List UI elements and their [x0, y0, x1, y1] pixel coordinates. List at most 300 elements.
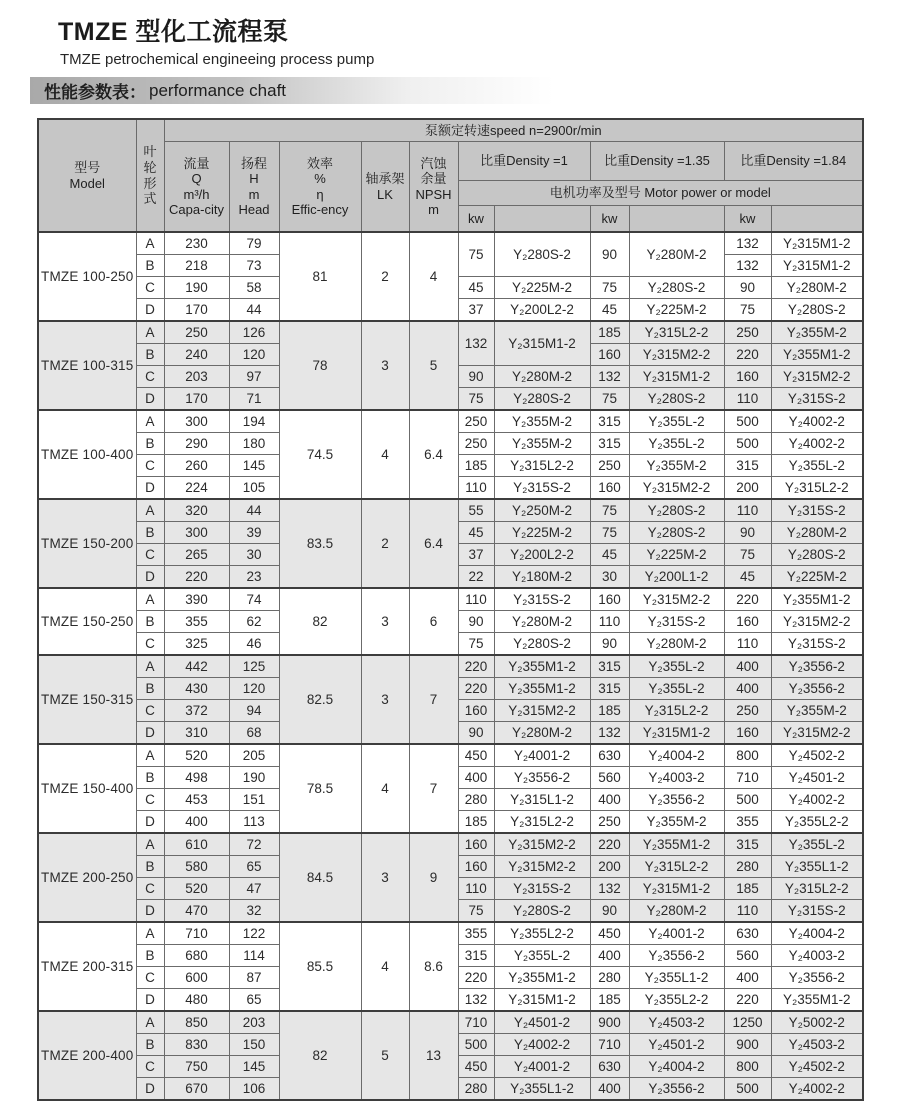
motor-model-value: Y₂315L2-2 [771, 477, 863, 500]
motor-kw-value: 37 [458, 299, 494, 322]
npsh-value: 13 [409, 1011, 458, 1100]
header-head: 扬程 H m Head [229, 142, 279, 233]
motor-model-value: Y₂280S-2 [494, 900, 590, 923]
motor-model-value: Y₂4004-2 [629, 744, 724, 767]
performance-table-body [38, 232, 863, 1100]
motor-model-value: Y₂355L-2 [629, 433, 724, 455]
impeller-type-value: A [136, 588, 164, 611]
motor-kw-value: 250 [724, 321, 771, 344]
bearing-frame-value: 5 [361, 1011, 409, 1100]
motor-model-value: Y₂315M1-2 [629, 878, 724, 900]
impeller-type-value: B [136, 856, 164, 878]
motor-model-value: Y₂355L2-2 [494, 922, 590, 945]
impeller-type-value: B [136, 344, 164, 366]
impeller-type-value: C [136, 633, 164, 656]
motor-kw-value: 90 [590, 633, 629, 656]
capacity-value: 670 [164, 1078, 229, 1101]
capacity-value: 390 [164, 588, 229, 611]
section-heading [30, 77, 554, 104]
motor-kw-value: 710 [590, 1034, 629, 1056]
motor-model-value: Y₂225M-2 [629, 299, 724, 322]
npsh-value: 9 [409, 833, 458, 922]
motor-model-value: Y₂280S-2 [494, 232, 590, 277]
head-value: 150 [229, 1034, 279, 1056]
performance-table [37, 118, 864, 1101]
motor-kw-value: 800 [724, 744, 771, 767]
head-value: 113 [229, 811, 279, 834]
motor-model-value: Y₂315M2-2 [771, 366, 863, 388]
pump-model-name: TMZE 150-250 [38, 588, 136, 655]
efficiency-value: 74.5 [279, 410, 361, 499]
page-subtitle: TMZE petrochemical engineeing process pump [60, 51, 375, 68]
motor-model-value: Y₂315L2-2 [771, 878, 863, 900]
motor-kw-value: 450 [458, 744, 494, 767]
motor-kw-value: 160 [590, 344, 629, 366]
capacity-value: 220 [164, 566, 229, 589]
motor-model-value: Y₂355L-2 [494, 945, 590, 967]
motor-kw-value: 500 [724, 1078, 771, 1101]
motor-model-value: Y₂3556-2 [629, 945, 724, 967]
motor-model-value: Y₂315M2-2 [629, 588, 724, 611]
impeller-type-value: B [136, 255, 164, 277]
motor-model-value: Y₂4503-2 [629, 1011, 724, 1034]
impeller-type-value: A [136, 1011, 164, 1034]
motor-kw-value: 90 [458, 366, 494, 388]
motor-model-value: Y₂280S-2 [629, 277, 724, 299]
motor-model-value: Y₂315S-2 [629, 611, 724, 633]
capacity-value: 355 [164, 611, 229, 633]
motor-kw-value: 250 [590, 811, 629, 834]
motor-kw-value: 280 [590, 967, 629, 989]
motor-kw-value: 75 [724, 544, 771, 566]
impeller-type-value: A [136, 321, 164, 344]
motor-kw-value: 110 [458, 878, 494, 900]
bearing-frame-value: 2 [361, 499, 409, 588]
motor-kw-value: 75 [724, 299, 771, 322]
head-value: 68 [229, 722, 279, 745]
motor-model-value: Y₂280M-2 [494, 611, 590, 633]
npsh-value: 6.4 [409, 410, 458, 499]
motor-model-value: Y₂355M1-2 [494, 655, 590, 678]
impeller-type-value: B [136, 433, 164, 455]
motor-model-value: Y₂355M1-2 [629, 833, 724, 856]
motor-kw-value: 110 [458, 588, 494, 611]
impeller-type-value: C [136, 700, 164, 722]
motor-model-value: Y₂200L1-2 [629, 566, 724, 589]
pump-model-name: TMZE 150-315 [38, 655, 136, 744]
capacity-value: 520 [164, 744, 229, 767]
motor-kw-value: 250 [458, 433, 494, 455]
motor-kw-value: 160 [724, 722, 771, 745]
motor-model-value: Y₂280S-2 [771, 544, 863, 566]
head-value: 44 [229, 499, 279, 522]
capacity-value: 470 [164, 900, 229, 923]
motor-model-value: Y₂355M1-2 [494, 967, 590, 989]
bearing-frame-value: 2 [361, 232, 409, 321]
motor-model-value: Y₂355M-2 [629, 455, 724, 477]
motor-model-value: Y₂280M-2 [629, 900, 724, 923]
head-value: 30 [229, 544, 279, 566]
motor-kw-value: 45 [458, 522, 494, 544]
motor-model-value: Y₂4503-2 [771, 1034, 863, 1056]
bearing-frame-value: 4 [361, 744, 409, 833]
motor-model-value: Y₂355L2-2 [629, 989, 724, 1012]
capacity-value: 850 [164, 1011, 229, 1034]
bearing-frame-value: 3 [361, 588, 409, 655]
motor-kw-value: 400 [724, 678, 771, 700]
capacity-value: 600 [164, 967, 229, 989]
motor-model-value: Y₂3556-2 [771, 655, 863, 678]
motor-model-value: Y₂355M1-2 [771, 989, 863, 1012]
motor-model-value: Y₂355M-2 [494, 410, 590, 433]
head-value: 79 [229, 232, 279, 255]
motor-kw-value: 450 [590, 922, 629, 945]
pump-model-name: TMZE 200-400 [38, 1011, 136, 1100]
head-value: 120 [229, 678, 279, 700]
motor-model-value: Y₂315L2-2 [629, 321, 724, 344]
head-value: 97 [229, 366, 279, 388]
motor-kw-value: 400 [590, 1078, 629, 1101]
header-motor-model-2 [629, 206, 724, 233]
motor-model-value: Y₂355L-2 [629, 655, 724, 678]
motor-model-value: Y₂315M2-2 [494, 700, 590, 722]
motor-kw-value: 220 [590, 833, 629, 856]
capacity-value: 480 [164, 989, 229, 1012]
capacity-value: 498 [164, 767, 229, 789]
impeller-type-value: C [136, 1056, 164, 1078]
header-density-135: 比重Density =1.35 [590, 142, 724, 181]
head-value: 114 [229, 945, 279, 967]
motor-kw-value: 132 [590, 366, 629, 388]
motor-kw-value: 315 [590, 410, 629, 433]
motor-model-value: Y₂280S-2 [771, 299, 863, 322]
motor-kw-value: 45 [590, 299, 629, 322]
motor-kw-value: 75 [458, 388, 494, 411]
motor-model-value: Y₂4502-2 [771, 1056, 863, 1078]
motor-kw-value: 900 [590, 1011, 629, 1034]
head-value: 74 [229, 588, 279, 611]
motor-model-value: Y₂4002-2 [494, 1034, 590, 1056]
motor-kw-value: 630 [590, 744, 629, 767]
motor-kw-value: 22 [458, 566, 494, 589]
motor-kw-value: 132 [724, 232, 771, 255]
motor-kw-value: 800 [724, 1056, 771, 1078]
pump-model-name: TMZE 200-315 [38, 922, 136, 1011]
capacity-value: 218 [164, 255, 229, 277]
motor-model-value: Y₂225M-2 [771, 566, 863, 589]
section-heading-cn: 性能参数表： [44, 83, 146, 102]
header-capacity: 流量 Q m³/h Capa-city [164, 142, 229, 233]
motor-kw-value: 220 [724, 588, 771, 611]
efficiency-value: 83.5 [279, 499, 361, 588]
motor-model-value: Y₂180M-2 [494, 566, 590, 589]
motor-model-value: Y₂315M2-2 [494, 833, 590, 856]
head-value: 190 [229, 767, 279, 789]
motor-model-value: Y₂355L1-2 [629, 967, 724, 989]
motor-model-value: Y₂315M2-2 [494, 856, 590, 878]
head-value: 205 [229, 744, 279, 767]
head-value: 62 [229, 611, 279, 633]
motor-kw-value: 200 [590, 856, 629, 878]
motor-kw-value: 185 [590, 989, 629, 1012]
header-density-1: 比重Density =1 [458, 142, 590, 181]
head-value: 126 [229, 321, 279, 344]
capacity-value: 372 [164, 700, 229, 722]
motor-kw-value: 400 [590, 945, 629, 967]
head-value: 105 [229, 477, 279, 500]
impeller-type-value: D [136, 566, 164, 589]
motor-kw-value: 160 [458, 856, 494, 878]
efficiency-value: 84.5 [279, 833, 361, 922]
motor-model-value: Y₂355L-2 [771, 455, 863, 477]
impeller-type-value: B [136, 945, 164, 967]
impeller-type-value: B [136, 611, 164, 633]
capacity-value: 170 [164, 299, 229, 322]
motor-kw-value: 710 [458, 1011, 494, 1034]
motor-kw-value: 110 [724, 499, 771, 522]
pump-model-name: TMZE 150-400 [38, 744, 136, 833]
motor-model-value: Y₂315M1-2 [771, 232, 863, 255]
head-value: 106 [229, 1078, 279, 1101]
motor-kw-value: 315 [724, 833, 771, 856]
npsh-value: 7 [409, 744, 458, 833]
impeller-type-value: D [136, 811, 164, 834]
motor-kw-value: 220 [458, 678, 494, 700]
npsh-value: 6 [409, 588, 458, 655]
impeller-type-value: D [136, 722, 164, 745]
motor-kw-value: 160 [458, 833, 494, 856]
motor-kw-value: 75 [590, 388, 629, 411]
motor-kw-value: 315 [724, 455, 771, 477]
motor-kw-value: 450 [458, 1056, 494, 1078]
capacity-value: 400 [164, 811, 229, 834]
head-value: 94 [229, 700, 279, 722]
motor-model-value: Y₂4001-2 [494, 744, 590, 767]
motor-kw-value: 75 [458, 633, 494, 656]
motor-kw-value: 90 [590, 232, 629, 277]
pump-model-name: TMZE 100-315 [38, 321, 136, 410]
head-value: 58 [229, 277, 279, 299]
motor-kw-value: 160 [724, 366, 771, 388]
motor-kw-value: 90 [724, 277, 771, 299]
head-value: 194 [229, 410, 279, 433]
capacity-value: 325 [164, 633, 229, 656]
motor-model-value: Y₂315L1-2 [494, 789, 590, 811]
motor-kw-value: 250 [590, 455, 629, 477]
efficiency-value: 85.5 [279, 922, 361, 1011]
motor-model-value: Y₂3556-2 [494, 767, 590, 789]
impeller-type-value: D [136, 989, 164, 1012]
capacity-value: 265 [164, 544, 229, 566]
impeller-type-value: D [136, 299, 164, 322]
motor-kw-value: 560 [724, 945, 771, 967]
impeller-type-value: A [136, 833, 164, 856]
motor-model-value: Y₂280S-2 [629, 499, 724, 522]
capacity-value: 520 [164, 878, 229, 900]
motor-model-value: Y₂5002-2 [771, 1011, 863, 1034]
capacity-value: 203 [164, 366, 229, 388]
npsh-value: 8.6 [409, 922, 458, 1011]
motor-model-value: Y₂280S-2 [629, 522, 724, 544]
motor-model-value: Y₂315L2-2 [494, 811, 590, 834]
header-npsh: 汽蚀 余量 NPSH m [409, 142, 458, 233]
capacity-value: 442 [164, 655, 229, 678]
motor-kw-value: 37 [458, 544, 494, 566]
motor-model-value: Y₂315M1-2 [494, 989, 590, 1012]
capacity-value: 230 [164, 232, 229, 255]
motor-kw-value: 250 [724, 700, 771, 722]
motor-model-value: Y₂4001-2 [494, 1056, 590, 1078]
motor-model-value: Y₂355L1-2 [771, 856, 863, 878]
pump-model-name: TMZE 100-400 [38, 410, 136, 499]
head-value: 32 [229, 900, 279, 923]
head-value: 23 [229, 566, 279, 589]
motor-model-value: Y₂280S-2 [494, 633, 590, 656]
motor-model-value: Y₂355M-2 [494, 433, 590, 455]
motor-kw-value: 500 [458, 1034, 494, 1056]
impeller-type-value: C [136, 878, 164, 900]
motor-model-value: Y₂4501-2 [629, 1034, 724, 1056]
header-impeller-type: 叶 轮 形 式 [136, 119, 164, 232]
motor-model-value: Y₂3556-2 [771, 967, 863, 989]
impeller-type-value: A [136, 232, 164, 255]
motor-kw-value: 220 [458, 655, 494, 678]
motor-kw-value: 75 [590, 522, 629, 544]
motor-kw-value: 315 [590, 433, 629, 455]
motor-kw-value: 30 [590, 566, 629, 589]
motor-model-value: Y₂315M1-2 [494, 321, 590, 366]
capacity-value: 190 [164, 277, 229, 299]
motor-kw-value: 630 [724, 922, 771, 945]
motor-kw-value: 220 [724, 344, 771, 366]
motor-kw-value: 630 [590, 1056, 629, 1078]
motor-model-value: Y₂280M-2 [494, 366, 590, 388]
header-motor-power: 电机功率及型号 Motor power or model [458, 181, 863, 206]
motor-kw-value: 160 [590, 588, 629, 611]
motor-model-value: Y₂355M-2 [771, 321, 863, 344]
impeller-type-value: D [136, 1078, 164, 1101]
capacity-value: 300 [164, 522, 229, 544]
motor-model-value: Y₂280M-2 [494, 722, 590, 745]
pump-model-name: TMZE 100-250 [38, 232, 136, 321]
motor-kw-value: 185 [724, 878, 771, 900]
motor-kw-value: 280 [724, 856, 771, 878]
header-kw-3: kw [724, 206, 771, 233]
impeller-type-value: C [136, 544, 164, 566]
motor-kw-value: 90 [458, 611, 494, 633]
head-value: 87 [229, 967, 279, 989]
capacity-value: 580 [164, 856, 229, 878]
motor-kw-value: 220 [724, 989, 771, 1012]
impeller-type-value: C [136, 967, 164, 989]
motor-model-value: Y₂4502-2 [771, 744, 863, 767]
motor-kw-value: 132 [590, 878, 629, 900]
motor-model-value: Y₂3556-2 [771, 678, 863, 700]
motor-kw-value: 280 [458, 789, 494, 811]
motor-kw-value: 280 [458, 1078, 494, 1101]
motor-model-value: Y₂355M1-2 [771, 344, 863, 366]
header-rated-speed: 泵额定转速speed n=2900r/min [164, 119, 863, 142]
motor-model-value: Y₂315M1-2 [629, 366, 724, 388]
bearing-frame-value: 3 [361, 833, 409, 922]
motor-model-value: Y₂4003-2 [629, 767, 724, 789]
motor-kw-value: 500 [724, 433, 771, 455]
efficiency-value: 82 [279, 588, 361, 655]
head-value: 47 [229, 878, 279, 900]
npsh-value: 7 [409, 655, 458, 744]
npsh-value: 6.4 [409, 499, 458, 588]
pump-model-name: TMZE 150-200 [38, 499, 136, 588]
header-model: 型号 Model [38, 119, 136, 232]
bearing-frame-value: 3 [361, 321, 409, 410]
impeller-type-value: A [136, 499, 164, 522]
capacity-value: 830 [164, 1034, 229, 1056]
motor-kw-value: 710 [724, 767, 771, 789]
motor-model-value: Y₂280M-2 [629, 232, 724, 277]
motor-kw-value: 500 [724, 410, 771, 433]
motor-model-value: Y₂355L1-2 [494, 1078, 590, 1101]
bearing-frame-value: 4 [361, 922, 409, 1011]
motor-kw-value: 110 [724, 633, 771, 656]
motor-kw-value: 110 [458, 477, 494, 500]
capacity-value: 610 [164, 833, 229, 856]
capacity-value: 260 [164, 455, 229, 477]
head-value: 203 [229, 1011, 279, 1034]
motor-model-value: Y₂315S-2 [494, 588, 590, 611]
motor-model-value: Y₂355L-2 [629, 678, 724, 700]
motor-model-value: Y₂280M-2 [771, 522, 863, 544]
motor-model-value: Y₂355M-2 [771, 700, 863, 722]
header-kw-2: kw [590, 206, 629, 233]
motor-model-value: Y₂355M1-2 [771, 588, 863, 611]
motor-model-value: Y₂315M2-2 [629, 477, 724, 500]
motor-model-value: Y₂280S-2 [494, 388, 590, 411]
head-value: 39 [229, 522, 279, 544]
capacity-value: 224 [164, 477, 229, 500]
motor-kw-value: 560 [590, 767, 629, 789]
motor-model-value: Y₂355L-2 [771, 833, 863, 856]
head-value: 65 [229, 856, 279, 878]
header-efficiency: 效率 % η Effic-ency [279, 142, 361, 233]
motor-model-value: Y₂200L2-2 [494, 299, 590, 322]
motor-model-value: Y₂280M-2 [771, 277, 863, 299]
head-value: 125 [229, 655, 279, 678]
motor-kw-value: 315 [590, 655, 629, 678]
impeller-type-value: D [136, 388, 164, 411]
motor-model-value: Y₂4002-2 [771, 410, 863, 433]
motor-kw-value: 75 [458, 232, 494, 277]
motor-model-value: Y₂4004-2 [629, 1056, 724, 1078]
bearing-frame-value: 4 [361, 410, 409, 499]
impeller-type-value: B [136, 767, 164, 789]
motor-kw-value: 200 [724, 477, 771, 500]
impeller-type-value: A [136, 410, 164, 433]
motor-model-value: Y₂355M-2 [629, 811, 724, 834]
capacity-value: 310 [164, 722, 229, 745]
page [0, 12, 900, 1101]
section-heading-en: performance chaft [149, 80, 287, 100]
motor-kw-value: 132 [590, 722, 629, 745]
impeller-type-value: C [136, 366, 164, 388]
motor-model-value: Y₂200L2-2 [494, 544, 590, 566]
motor-kw-value: 355 [458, 922, 494, 945]
efficiency-value: 82 [279, 1011, 361, 1100]
motor-kw-value: 90 [590, 900, 629, 923]
head-value: 120 [229, 344, 279, 366]
impeller-type-value: A [136, 744, 164, 767]
motor-kw-value: 220 [458, 967, 494, 989]
motor-kw-value: 90 [724, 522, 771, 544]
